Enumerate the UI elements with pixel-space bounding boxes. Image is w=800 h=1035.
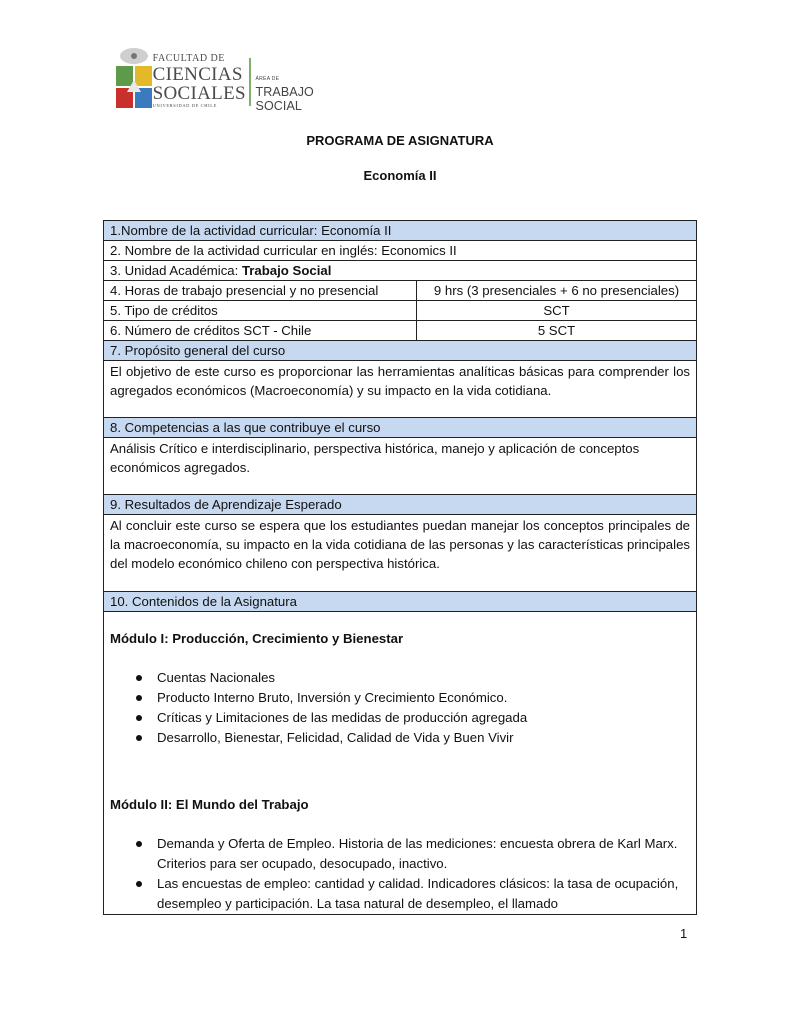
module-2-title: Módulo II: El Mundo del Trabajo	[110, 797, 309, 812]
table-row	[104, 438, 697, 495]
list-item	[110, 728, 690, 748]
bullet-icon	[136, 841, 142, 847]
bullet-icon	[136, 715, 142, 721]
area-name: TRABAJO SOCIAL	[255, 85, 314, 113]
purpose-header: 7. Propósito general del curso	[104, 341, 697, 361]
list-item-text: Cuentas Nacionales	[157, 670, 276, 685]
bullet-icon	[136, 695, 142, 701]
table-row	[104, 361, 697, 418]
faculty-line-2: CIENCIAS	[152, 64, 243, 85]
table-row	[104, 221, 697, 241]
credit-type-label-cell: 5. Tipo de créditos	[104, 301, 417, 321]
table-row	[104, 281, 697, 301]
credit-type-value-cell: SCT	[417, 301, 697, 321]
learning-outcomes-header: 9. Resultados de Aprendizaje Esperado	[104, 495, 697, 515]
competencies-header: 8. Competencias a las que contribuye el curso	[104, 418, 697, 438]
faculty-logo	[114, 48, 344, 116]
list-item-text: Producto Interno Bruto, Inversión y Crecimiento Económico.	[157, 690, 508, 705]
module-2-list	[110, 834, 690, 914]
course-title: Economía II	[363, 168, 437, 183]
faculty-line-1: FACULTAD DE	[152, 53, 225, 64]
university-name: UNIVERSIDAD DE CHILE	[152, 103, 217, 108]
credit-count-label-cell: 6. Número de créditos SCT - Chile	[104, 321, 417, 341]
list-item	[110, 874, 690, 914]
page-number: 1	[680, 926, 688, 941]
faculty-line-3: SOCIALES	[152, 83, 246, 104]
academic-unit-cell	[104, 261, 697, 281]
logo-divider	[249, 58, 251, 106]
list-item	[110, 708, 690, 728]
table-row	[104, 321, 697, 341]
table-row	[104, 301, 697, 321]
course-program-table	[103, 220, 697, 915]
table-row	[104, 592, 697, 612]
list-item-text: Demanda y Oferta de Empleo. Historia de las mediciones: encuesta obrera de Karl Marx. Criterios para ser ocupado, desocupado, inactivo.	[157, 836, 678, 871]
list-item-text: Desarrollo, Bienestar, Felicidad, Calidad de Vida y Buen Vivir	[157, 730, 514, 745]
table-row	[104, 261, 697, 281]
learning-outcomes-body: Al concluir este curso se espera que los estudiantes puedan manejar los conceptos principales de la macroeconomía, su impacto en la vida cotidiana de las personas y las características principales del modelo económico chileno con perspectiva histórica.	[104, 515, 697, 592]
table-row	[104, 241, 697, 261]
faculty-name	[153, 54, 246, 109]
course-name-english-cell: 2. Nombre de la actividad curricular en inglés: Economics II	[104, 241, 697, 261]
table-row	[104, 495, 697, 515]
list-item-text: Críticas y Limitaciones de las medidas de producción agregada	[157, 710, 528, 725]
competencies-body: Análisis Crítico e interdisciplinario, perspectiva histórica, manejo y aplicación de conceptos económicos agregados.	[104, 438, 697, 495]
table-row	[104, 418, 697, 438]
table-row	[104, 515, 697, 592]
university-shield-icon	[114, 48, 147, 112]
list-item	[110, 668, 690, 688]
credit-count-value-cell: 5 SCT	[417, 321, 697, 341]
purpose-body: El objetivo de este curso es proporcionar las herramientas analíticas básicas para comprender los agregados económicos (Macroeconomía) y su impacto en la vida cotidiana.	[104, 361, 697, 418]
list-item	[110, 688, 690, 708]
bullet-icon	[136, 735, 142, 741]
module-1-title: Módulo I: Producción, Crecimiento y Bienestar	[110, 631, 404, 646]
course-name-cell: 1.Nombre de la actividad curricular: Economía II	[104, 221, 697, 241]
list-item-text: Las encuestas de empleo: cantidad y calidad. Indicadores clásicos: la tasa de ocupación, desempleo y participación. La tasa natural de desempleo, el llamado	[157, 876, 679, 911]
list-item	[110, 834, 690, 874]
area-label	[256, 76, 345, 113]
table-row	[104, 612, 697, 915]
hours-label-cell: 4. Horas de trabajo presencial y no presencial	[104, 281, 417, 301]
area-prefix: ÁREA DE	[255, 76, 280, 82]
document-title: PROGRAMA DE ASIGNATURA	[306, 133, 494, 148]
contents-header: 10. Contenidos de la Asignatura	[104, 592, 697, 612]
module-1-list	[110, 668, 690, 748]
bullet-icon	[136, 881, 142, 887]
contents-body	[104, 612, 697, 915]
hours-value-cell: 9 hrs (3 presenciales + 6 no presenciales)	[417, 281, 697, 301]
table-row	[104, 341, 697, 361]
academic-unit-value: Trabajo Social	[241, 263, 332, 278]
academic-unit-label: 3. Unidad Académica:	[110, 263, 242, 278]
bullet-icon	[136, 675, 142, 681]
